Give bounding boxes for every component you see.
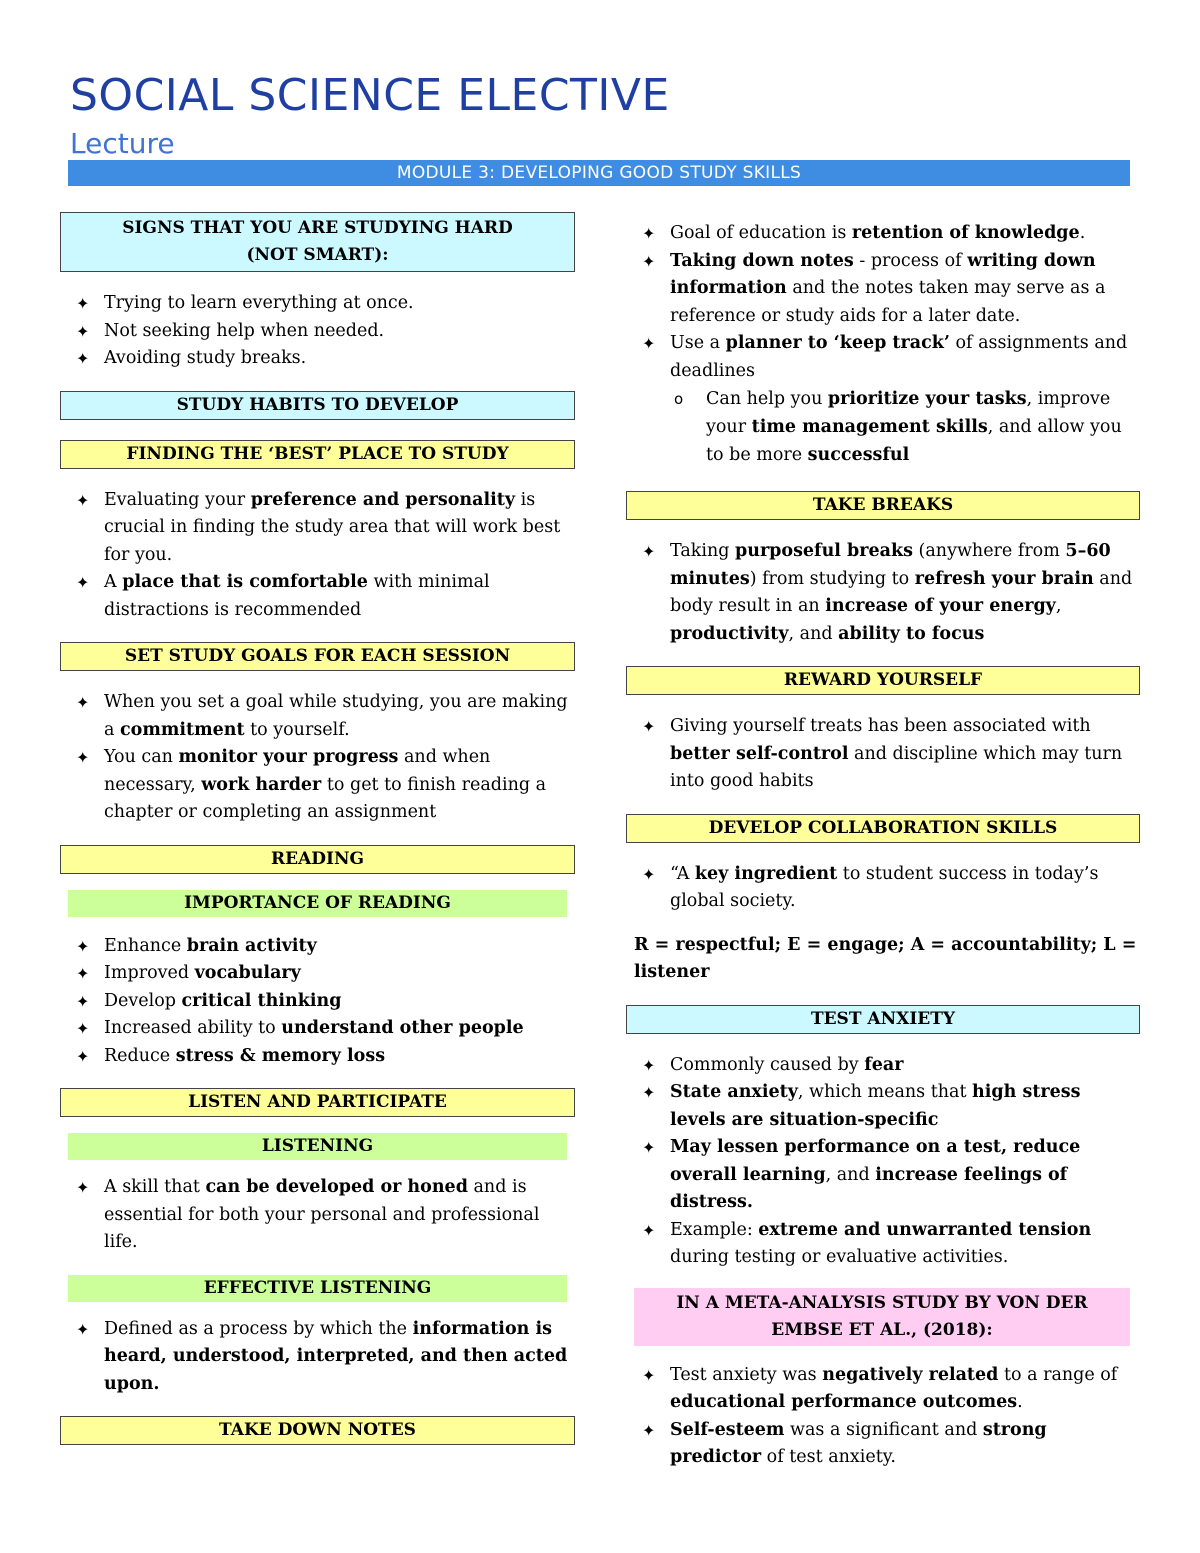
list-item: ✦ Reduce stress & memory loss xyxy=(60,1043,575,1071)
meta-analysis-heading: IN A META-ANALYSIS STUDY BY VON DER EMBSE ET AL., (2018): xyxy=(634,1288,1130,1346)
list-item: ✦ Enhance brain activity xyxy=(60,933,575,961)
effective-listening-list xyxy=(60,1316,575,1399)
study-goals-list xyxy=(60,689,575,827)
test-anxiety-heading: TEST ANXIETY xyxy=(626,1005,1140,1034)
list-item: ✦ Increased ability to understand other people xyxy=(60,1015,575,1043)
best-place-list xyxy=(60,487,575,625)
list-item: ✦ When you set a goal while studying, you are making a commitment to yourself. xyxy=(60,689,575,744)
list-item: ✦ Test anxiety was negatively related to a range of educational performance outcomes. xyxy=(626,1362,1140,1417)
reward-yourself-heading: REWARD YOURSELF xyxy=(626,666,1140,695)
collaboration-list xyxy=(626,861,1140,916)
page-title: SOCIAL SCIENCE ELECTIVE xyxy=(70,70,670,121)
meta-analysis-list xyxy=(626,1362,1140,1472)
list-item: ✦ Use a planner to ‘keep track’ of assignments and deadlines xyxy=(626,330,1140,385)
importance-list xyxy=(60,933,575,1071)
list-item: ✦ Self-esteem was a significant and strong predictor of test anxiety. xyxy=(626,1417,1140,1472)
list-item: ✦ “A key ingredient to student success in today’s global society. xyxy=(626,861,1140,916)
signs-heading: SIGNS THAT YOU ARE STUDYING HARD (NOT SMART): xyxy=(60,212,575,272)
list-item: ✦ Goal of education is retention of knowledge. xyxy=(626,220,1140,248)
right-column xyxy=(626,220,1140,1472)
list-item: ✦ Not seeking help when needed. xyxy=(60,318,575,346)
list-item: ✦ State anxiety, which means that high stress levels are situation-specific xyxy=(626,1079,1140,1134)
listening-heading: LISTENING xyxy=(68,1133,567,1160)
reward-list xyxy=(626,713,1140,796)
take-breaks-heading: TAKE BREAKS xyxy=(626,491,1140,520)
signs-list xyxy=(60,290,575,373)
module-banner: MODULE 3: DEVELOPING GOOD STUDY SKILLS xyxy=(68,160,1130,186)
list-item: ✦ Commonly caused by fear xyxy=(626,1052,1140,1080)
list-item: ✦ Develop critical thinking xyxy=(60,988,575,1016)
page-subtitle: Lecture xyxy=(70,127,175,160)
list-item: ✦ A place that is comfortable with minimal distractions is recommended xyxy=(60,569,575,624)
notes-sub-list xyxy=(626,385,1140,469)
left-column xyxy=(60,212,575,1445)
list-item: ✦ May lessen performance on a test, reduce overall learning, and increase feelings of distress. xyxy=(626,1134,1140,1217)
list-item: o Can help you prioritize your tasks, improve your time management skills, and allow you to be more successful xyxy=(626,385,1140,469)
list-item: ✦ A skill that can be developed or honed and is essential for both your personal and professional life. xyxy=(60,1174,575,1257)
collaboration-heading: DEVELOP COLLABORATION SKILLS xyxy=(626,814,1140,843)
real-acronym: R = respectful; E = engage; A = accountability; L = listener xyxy=(634,934,1137,982)
test-anxiety-list xyxy=(626,1052,1140,1272)
list-item: ✦ Trying to learn everything at once. xyxy=(60,290,575,318)
list-item: ✦ Taking purposeful breaks (anywhere from 5–60 minutes) from studying to refresh your brain and body result in an increase of your energy, productivity, and ability to focus xyxy=(626,538,1140,648)
list-item: ✦ Improved vocabulary xyxy=(60,960,575,988)
listening-list xyxy=(60,1174,575,1257)
reading-heading: READING xyxy=(60,845,575,874)
list-item: ✦ You can monitor your progress and when necessary, work harder to get to finish reading a chapter or completing an assignment xyxy=(60,744,575,827)
best-place-heading: FINDING THE ‘BEST’ PLACE TO STUDY xyxy=(60,440,575,469)
study-goals-heading: SET STUDY GOALS FOR EACH SESSION xyxy=(60,642,575,671)
list-item: ✦ Defined as a process by which the information is heard, understood, interpreted, and then acted upon. xyxy=(60,1316,575,1399)
list-item: ✦ Avoiding study breaks. xyxy=(60,345,575,373)
notes-list xyxy=(626,220,1140,385)
list-item: ✦ Giving yourself treats has been associated with better self-control and discipline which may turn into good habits xyxy=(626,713,1140,796)
list-item: ✦ Evaluating your preference and personality is crucial in finding the study area that will work best for you. xyxy=(60,487,575,570)
listen-participate-heading: LISTEN AND PARTICIPATE xyxy=(60,1088,575,1117)
importance-of-reading-heading: IMPORTANCE OF READING xyxy=(68,890,567,917)
effective-listening-heading: EFFECTIVE LISTENING xyxy=(68,1275,567,1302)
breaks-list xyxy=(626,538,1140,648)
take-notes-heading: TAKE DOWN NOTES xyxy=(60,1416,575,1445)
list-item: ✦ Taking down notes - process of writing down information and the notes taken may serve as a reference or study aids for a later date. xyxy=(626,248,1140,331)
study-habits-heading: STUDY HABITS TO DEVELOP xyxy=(60,391,575,420)
list-item: ✦ Example: extreme and unwarranted tension during testing or evaluative activities. xyxy=(626,1217,1140,1272)
